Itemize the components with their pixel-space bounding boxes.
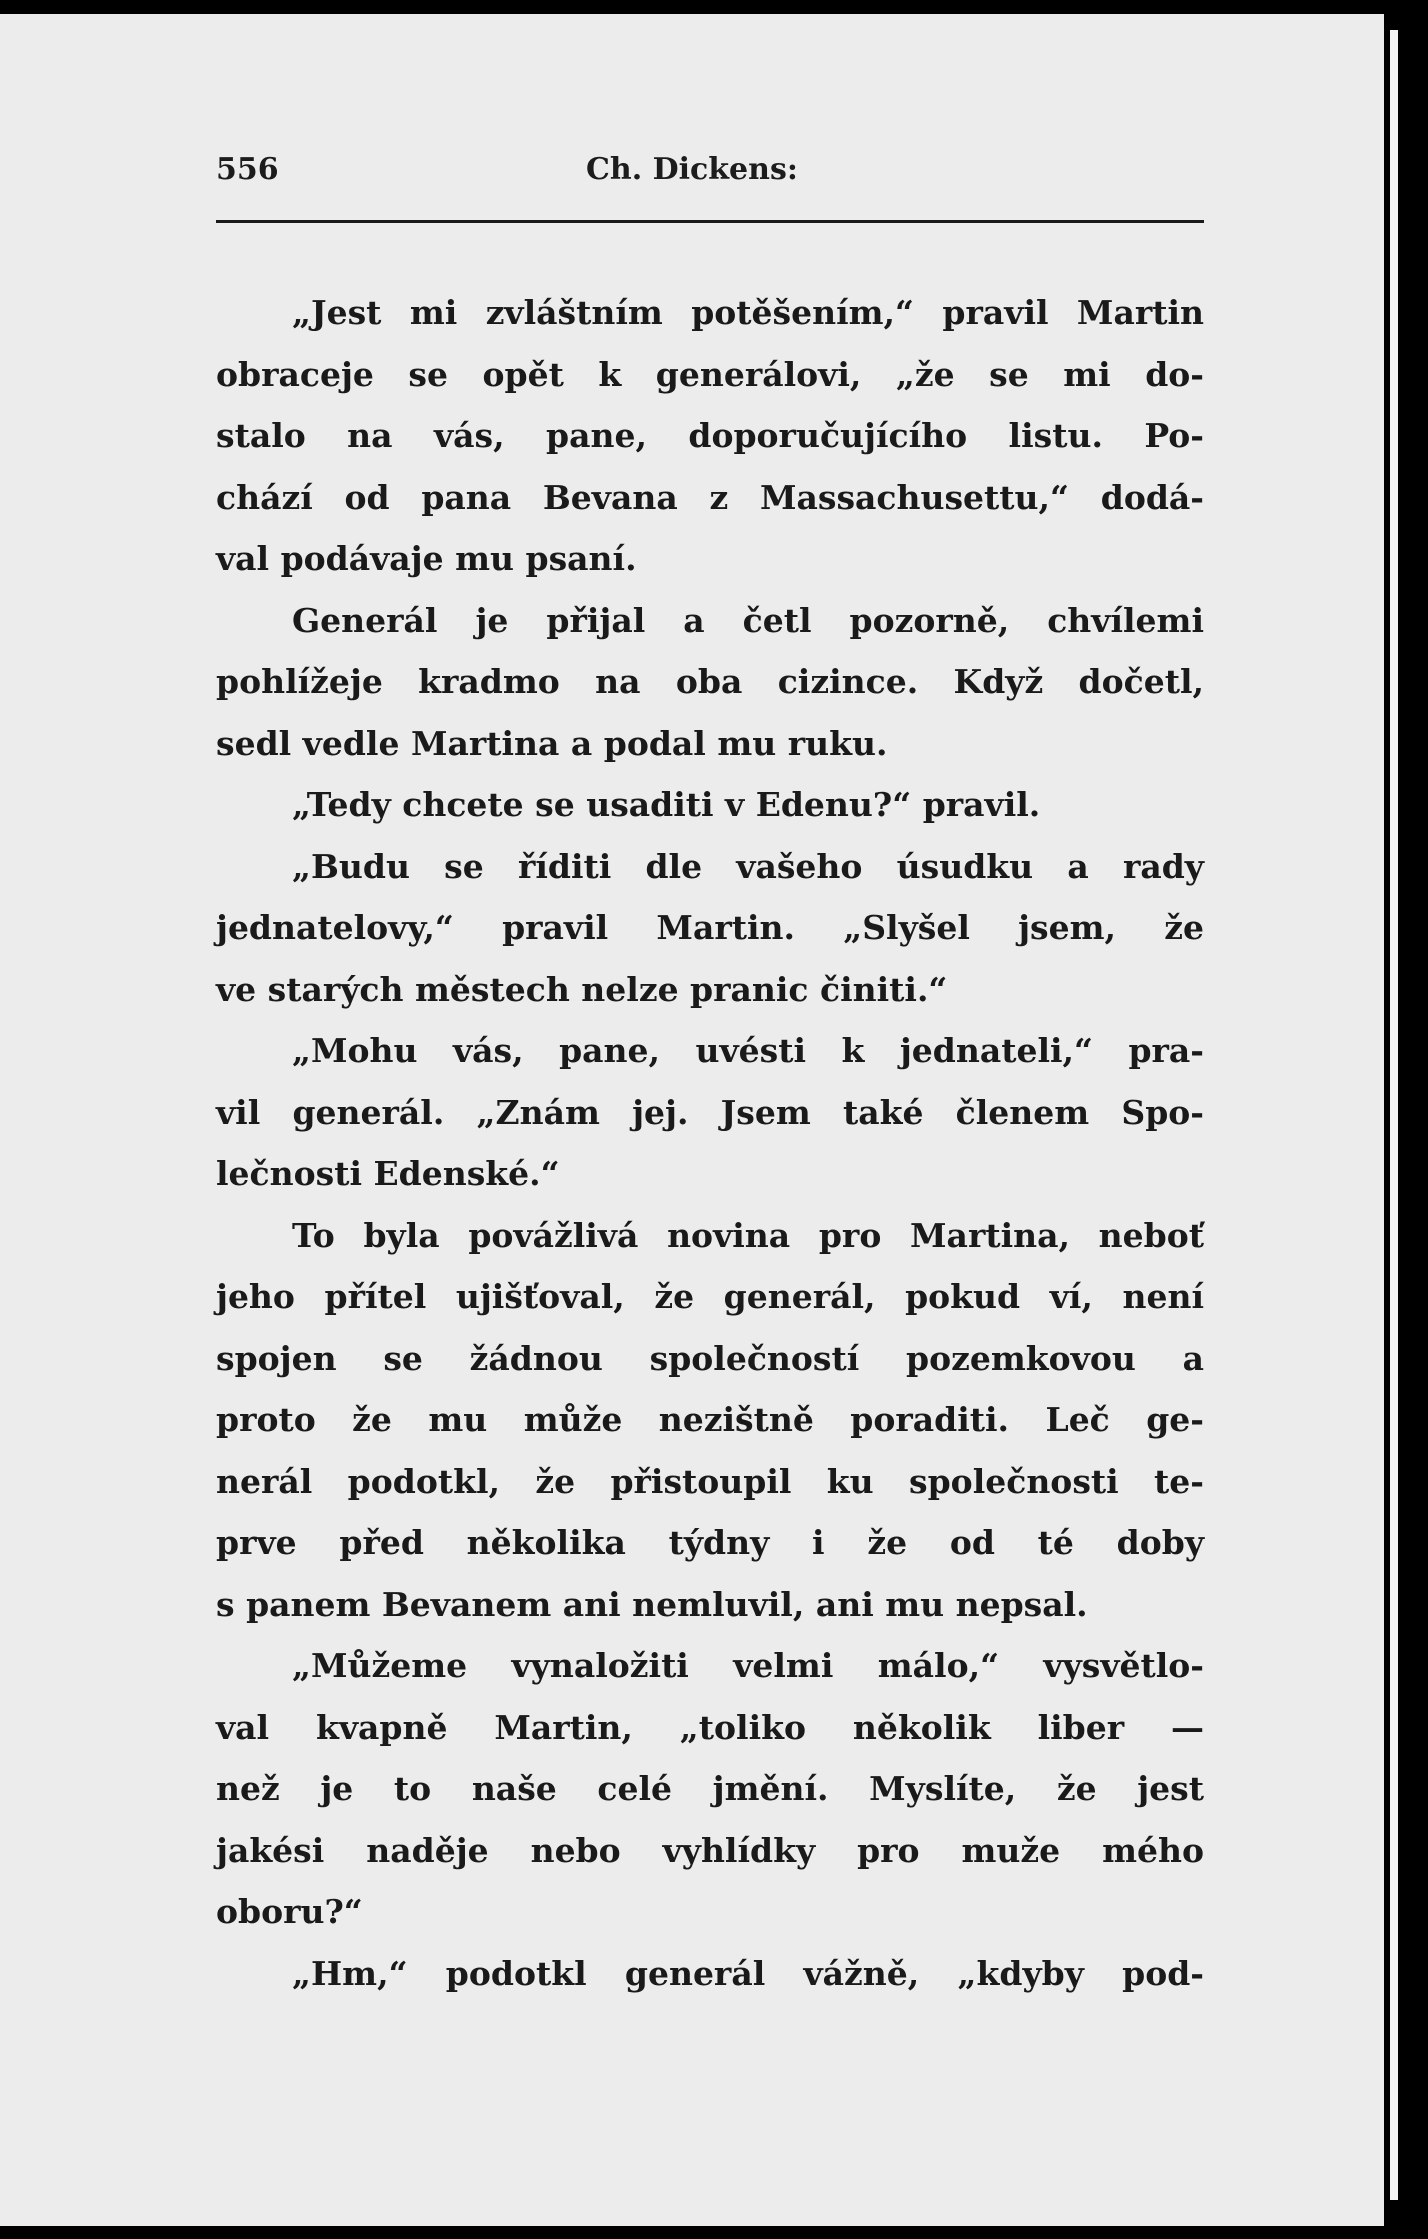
page-header [216,152,1204,192]
text-line: lečnosti Edenské.“ [216,1154,560,1193]
text-line: jeho přítel ujišťoval, že generál, pokud ví, není [216,1277,1204,1316]
text-line: proto že mu může nezištně poraditi. Leč ge- [216,1400,1204,1439]
text-line: obraceje se opět k generálovi, „že se mi do- [216,354,1204,394]
text-line: nerál podotkl, že přistoupil ku společnosti te- [216,1461,1204,1501]
text-line: ve starých městech nelze pranic činiti.“ [216,969,948,1009]
text-line: chází od pana Bevana z Massachusettu,“ dodá- [216,477,1204,517]
page-edge-strip [1390,30,1398,2200]
text-line: s panem Bevanem ani nemluvil, ani mu nepsal. [216,1584,1088,1624]
text-line: val kvapně Martin, „toliko několik liber — [216,1707,1204,1747]
text-line: sedl vedle Martina a podal mu ruku. [216,723,888,763]
header-rule [216,220,1204,223]
text-line: „Můžeme vynaložiti velmi málo,“ vysvětlo- [292,1646,1204,1685]
text-line: oboru?“ [216,1892,363,1931]
text-line: „Jest mi zvláštním potěšením,“ pravil Martin [292,293,1204,332]
text-line: „Hm,“ podotkl generál vážně, „kdyby pod- [292,1953,1204,1993]
text-line: val podávaje mu psaní. [216,539,637,578]
text-line: jakési naděje nebo vyhlídky pro muže mého [216,1830,1204,1870]
text-line: To byla povážlivá novina pro Martina, neboť [292,1215,1204,1255]
text-line: vil generál. „Znám jej. Jsem také členem Spo- [216,1092,1204,1132]
text-line: stalo na vás, pane, doporučujícího listu. Po- [216,416,1204,455]
text-line: „Mohu vás, pane, uvésti k jednateli,“ pra- [292,1031,1204,1070]
text-line: jednatelovy,“ pravil Martin. „Slyšel jsem, že [216,908,1204,947]
text-line: spojen se žádnou společností pozemkovou a [216,1338,1204,1378]
text-line: pohlížeje kradmo na oba cizince. Když dočetl, [216,662,1204,701]
page-number: 556 [216,152,279,187]
text-line: než je to naše celé jmění. Myslíte, že jest [216,1769,1204,1808]
text-line: Generál je přijal a četl pozorně, chvílemi [292,600,1204,640]
text-line: „Budu se říditi dle vašeho úsudku a rady [292,846,1204,886]
text-line: „Tedy chcete se usaditi v Edenu?“ pravil. [292,785,1041,824]
body-text [216,282,1204,2004]
page-edge [1384,0,1428,2239]
running-title: Ch. Dickens: [586,152,798,187]
text-line: prve před několika týdny i že od té doby [216,1523,1204,1562]
